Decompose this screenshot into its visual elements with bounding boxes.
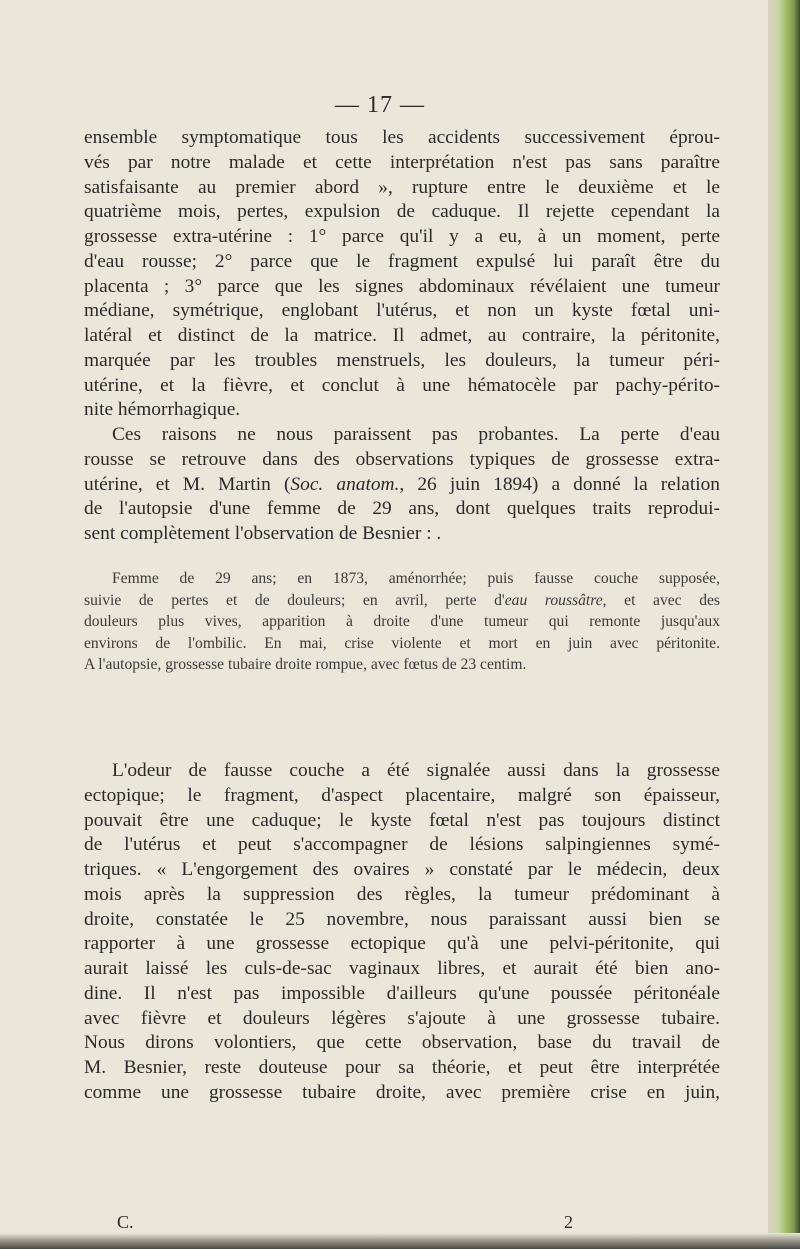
text-fragment: utérine, et M. Martin (	[84, 473, 291, 495]
text-line: quatrième mois, pertes, expulsion de caduque. Il rejette cependant la	[84, 201, 720, 223]
text-line: utérine, et la fièvre, et conclut à une hématocèle par pachy-périto-	[84, 374, 720, 396]
text-line: ensemble symptomatique tous les accidents successivement éprou-	[84, 127, 720, 148]
text-line: avec fièvre et douleurs légères s'ajoute à une grossesse tubaire.	[84, 1007, 720, 1029]
paragraph-3	[84, 759, 720, 1106]
text-line: triques. « L'engorgement des ovaires » constaté par le médecin, deux	[84, 859, 720, 880]
note-italic: eau roussâtre,	[504, 591, 607, 609]
text-fragment: , 26 juin 1894) a donné la relation	[399, 473, 720, 495]
book-binding-edge	[768, 0, 800, 1249]
signature-row	[84, 1212, 784, 1236]
paragraph-1	[84, 126, 720, 547]
case-note	[84, 568, 720, 676]
text-line: droite, constatée le 25 novembre, nous paraissant aussi bien se	[84, 908, 720, 930]
text-fragment: et avec des	[606, 591, 721, 609]
text-line: grossesse extra-utérine : 1° parce qu'il y a eu, à un moment, perte	[84, 226, 720, 247]
text-line: de l'utérus et peut s'accompagner de lésions salpingiennes symé-	[84, 834, 720, 856]
note-line: environs de l'ombilic. En mai, crise violente et mort en juin avec péritonite.	[84, 634, 720, 652]
citation-italic: Soc. anatom.	[290, 473, 400, 495]
text-line: mois après la suppression des règles, la tumeur prédominant à	[84, 883, 720, 905]
text-line: médiane, symétrique, englobant l'utérus, et non un kyste fœtal uni-	[84, 300, 720, 322]
text-line: M. Besnier, reste douteuse pour sa théorie, et peut être interprétée	[84, 1057, 720, 1078]
text-line: nite hémorrhagique.	[84, 399, 241, 421]
text-line: rousse se retrouve dans des observations typiques de grossesse extra-	[84, 448, 720, 470]
text-line: sent complètement l'observation de Besnier : .	[84, 523, 442, 544]
signature-mark-left: C.	[117, 1212, 134, 1232]
text-line: placenta ; 3° parce que les signes abdominaux révélaient une tumeur	[84, 275, 720, 297]
text-fragment: suivie de pertes et de douleurs; en avril, perte d'	[84, 591, 505, 609]
text-line: latéral et distinct de la matrice. Il admet, au contraire, la péritonite,	[84, 325, 720, 346]
note-line: Femme de 29 ans; en 1873, aménorrhée; puis fausse couche supposée,	[112, 570, 720, 587]
text-line: aurait laissé les culs-de-sac vaginaux libres, et aurait été bien ano-	[84, 958, 720, 979]
page-number: — 17 —	[335, 92, 425, 118]
note-line: A l'autopsie, grossesse tubaire droite rompue, avec fœtus de 23 centim.	[84, 656, 527, 673]
text-line: comme une grossesse tubaire droite, avec première crise en juin,	[84, 1081, 720, 1103]
text-line: marquée par les troubles menstruels, les douleurs, la tumeur péri-	[84, 349, 720, 371]
text-line: de l'autopsie d'une femme de 29 ans, dont quelques traits reprodui-	[84, 498, 720, 520]
text-line: d'eau rousse; 2° parce que le fragment expulsé lui paraît être du	[84, 250, 720, 272]
text-line: ectopique; le fragment, d'aspect placentaire, malgré son épaisseur,	[84, 784, 720, 806]
text-line: satisfaisante au premier abord », rupture entre le deuxième et le	[84, 176, 720, 198]
text-line	[84, 473, 720, 498]
note-line: douleurs plus vives, apparition à droite d'une tumeur qui remonte jusqu'aux	[84, 613, 720, 630]
text-line: dine. Il n'est pas impossible d'ailleurs qu'une poussée péritonéale	[84, 982, 720, 1004]
text-line: pouvait être une caduque; le kyste fœtal n'est pas toujours distinct	[84, 809, 720, 831]
note-line	[84, 590, 720, 612]
text-line: Ces raisons ne nous paraissent pas probantes. La perte d'eau	[112, 424, 720, 445]
signature-mark-right: 2	[564, 1212, 573, 1232]
text-line: rapporter à une grossesse ectopique qu'à une pelvi-péritonite, qui	[84, 933, 720, 955]
text-line: L'odeur de fausse couche a été signalée aussi dans la grossesse	[112, 760, 720, 781]
text-line: Nous dirons volontiers, que cette observation, base du travail de	[84, 1032, 720, 1054]
text-line: vés par notre malade et cette interprétation n'est pas sans paraître	[84, 151, 720, 173]
